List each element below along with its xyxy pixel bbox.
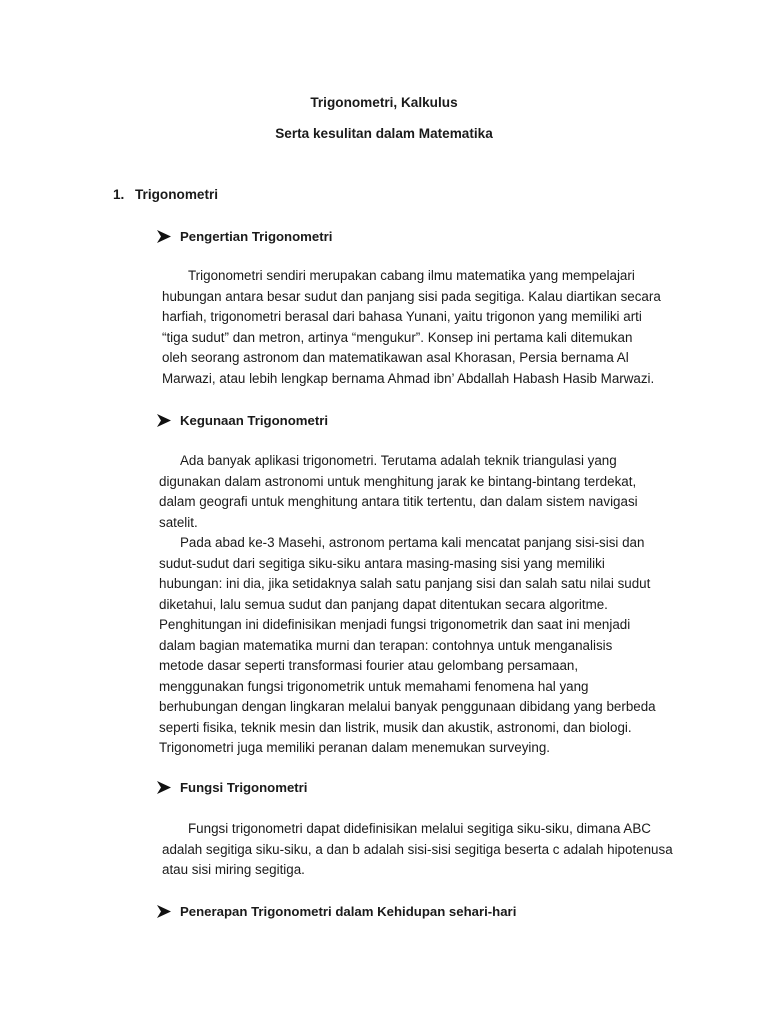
subheading-kegunaan bbox=[157, 411, 328, 432]
section-number: 1. bbox=[113, 187, 125, 202]
paragraph-line: hubungan antara besar sudut dan panjang sisi pada segitiga. Kalau diartikan secara bbox=[162, 288, 661, 304]
subheading-text: Pengertian Trigonometri bbox=[180, 229, 333, 244]
paragraph-line: Marwazi, atau lebih lengkap bernama Ahmad ibn’ Abdallah Habash Hasib Marwazi. bbox=[162, 370, 655, 386]
arrow-bullet-icon bbox=[157, 781, 171, 794]
document-subtitle: Serta kesulitan dalam Matematika bbox=[275, 126, 493, 141]
paragraph-line: seperti fisika, teknik mesin dan listrik, musik dan akustik, astronomi, dan biologi. bbox=[159, 719, 632, 735]
paragraph-line: menggunakan fungsi trigonometrik untuk memahami fenomena hal yang bbox=[159, 678, 589, 694]
subheading-text: Penerapan Trigonometri dalam Kehidupan sehari-hari bbox=[180, 904, 517, 919]
arrow-bullet-icon bbox=[157, 905, 171, 918]
arrow-bullet-icon bbox=[157, 414, 171, 427]
paragraph-line: berhubungan dengan lingkaran melalui banyak penggunaan dibidang yang berbeda bbox=[159, 699, 656, 714]
paragraph-line: Trigonometri juga memiliki peranan dalam menemukan surveying. bbox=[159, 740, 550, 755]
paragraph-line: Fungsi trigonometri dapat didefinisikan melalui segitiga siku-siku, dimana ABC bbox=[188, 821, 651, 836]
paragraph-line: dalam geografi untuk menghitung antara titik tertentu, dan dalam sistem navigasi bbox=[159, 494, 638, 509]
subheading-text: Fungsi Trigonometri bbox=[180, 780, 308, 795]
subheading-text: Kegunaan Trigonometri bbox=[180, 413, 329, 428]
paragraph-line: satelit. bbox=[159, 514, 198, 530]
paragraph-line: hubungan: ini dia, jika setidaknya salah satu panjang sisi dan salah satu nilai sudut bbox=[159, 576, 651, 591]
paragraph-line: oleh seorang astronom dan matematikawan asal Khorasan, Persia bernama Al bbox=[162, 350, 629, 365]
paragraph-line: dalam bagian matematika murni dan terapan: contohnya untuk menganalisis bbox=[159, 637, 613, 653]
subheading-penerapan bbox=[157, 902, 516, 923]
paragraph-line: sudut-sudut dari segitiga siku-siku antara masing-masing sisi yang memiliki bbox=[159, 555, 605, 571]
document-title: Trigonometri, Kalkulus bbox=[310, 95, 458, 110]
paragraph-line: diketahui, lalu semua sudut dan panjang dapat ditentukan secara algoritme. bbox=[159, 596, 608, 612]
paragraph-line: “tiga sudut” dan metron, artinya “mengukur”. Konsep ini pertama kali ditemukan bbox=[162, 329, 633, 345]
paragraph-line: digunakan dalam astronomi untuk menghitung jarak ke bintang-bintang terdekat, bbox=[159, 473, 637, 489]
paragraph-line: harfiah, trigonometri berasal dari bahasa Yunani, yaitu trigonon yang memiliki arti bbox=[162, 309, 642, 324]
paragraph-line: Trigonometri sendiri merupakan cabang ilmu matematika yang mempelajari bbox=[188, 268, 635, 283]
paragraph-line: adalah segitiga siku-siku, a dan b adalah sisi-sisi segitiga beserta c adalah hipotenusa bbox=[162, 841, 673, 857]
paragraph-pengertian bbox=[162, 266, 661, 389]
paragraph-line: Penghitungan ini didefinisikan menjadi fungsi trigonometrik dan saat ini menjadi bbox=[159, 617, 631, 632]
subheading-pengertian bbox=[157, 227, 332, 248]
paragraph-kegunaan bbox=[159, 451, 656, 759]
section-heading-text: Trigonometri bbox=[135, 187, 219, 202]
paragraph-fungsi bbox=[162, 819, 673, 881]
paragraph-line: atau sisi miring segitiga. bbox=[162, 862, 305, 877]
paragraph-line: Pada abad ke-3 Masehi, astronom pertama kali mencatat panjang sisi-sisi dan bbox=[180, 535, 645, 550]
paragraph-line: metode dasar seperti transformasi fourier atau gelombang persamaan, bbox=[159, 658, 579, 673]
arrow-bullet-icon bbox=[157, 230, 171, 243]
section-heading-trigonometri bbox=[113, 185, 218, 206]
paragraph-line: Ada banyak aplikasi trigonometri. Terutama adalah teknik triangulasi yang bbox=[180, 453, 617, 468]
subheading-fungsi bbox=[157, 778, 307, 799]
